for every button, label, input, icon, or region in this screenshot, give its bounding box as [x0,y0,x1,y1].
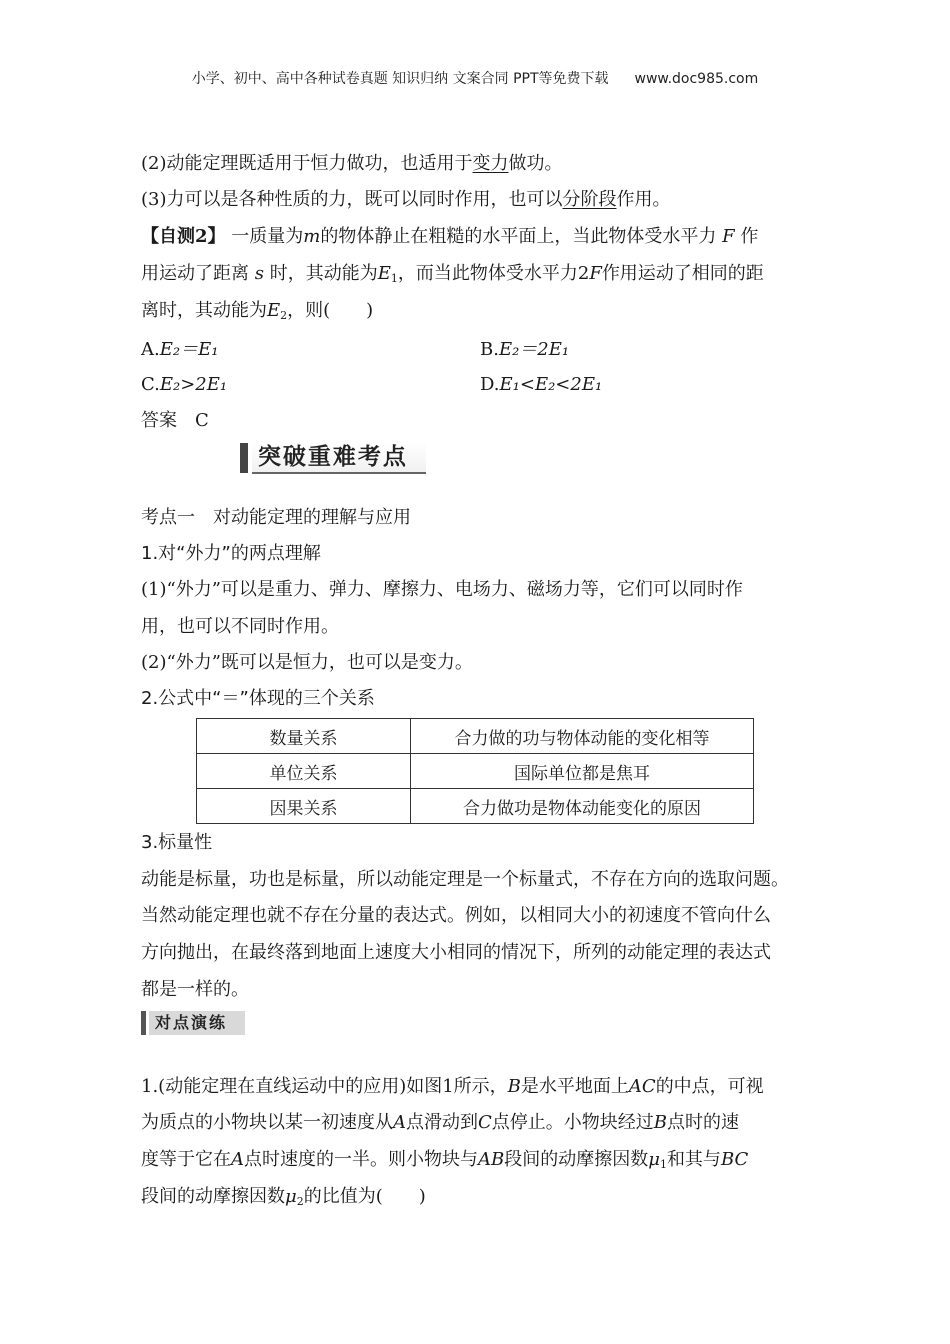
question-2-line-2: 用运动了距离 s 时，其动能为$E_1$，而当此物体受水平力2F作用运动了相同的距 [141,263,764,285]
keypoint-para-2: (2)“外力”既可以是恒力，也可以是变力。 [141,652,473,673]
options-row-1 [141,338,821,362]
option-b: B.E₂＝2E₁ [480,339,570,360]
table-row: 数量关系 合力做的功与物体动能的变化相等 [197,719,754,754]
keypoint-heading-2: 2.公式中“＝”体现的三个关系 [141,688,375,709]
keypoint-heading-1: 1.对“外力”的两点理解 [141,543,321,564]
options-row-2 [141,373,821,397]
keypoint-para-3b: 当然动能定理也就不存在分量的表达式。例如，以相同大小的初速度不管向什么 [141,905,771,926]
paragraph-3: (3)力可以是各种性质的力，既可以同时作用，也可以分阶段作用。 [141,189,671,210]
section-banner [240,440,426,476]
exercise-1-line-3: 度等于它在A点时速度的一半。则小物块与AB段间的动摩擦因数$\mu_1$和其与BC [141,1149,749,1171]
keypoint-para-3d: 都是一样的。 [141,979,249,1000]
header-site: www.doc985.com [634,71,759,87]
page-header [0,68,950,88]
practice-banner [141,1010,245,1036]
keypoint-para-3a: 动能是标量，功也是标量，所以动能定理是一个标量式，不存在方向的选取问题。 [141,869,789,890]
keypoint-heading-3: 3.标量性 [141,832,213,853]
paragraph-2: (2)动能定理既适用于恒力做功，也适用于变力做功。 [141,153,563,174]
exercise-1-line-2: 为质点的小物块以某一初速度从A点滑动到C点停止。小物块经过B点时的速 [141,1112,740,1133]
question-2-line-1: 【自测2】 一质量为m的物体静止在粗糙的水平面上，当此物体受水平力 F 作 [141,226,759,247]
question-tag: 【自测2】 [141,226,226,247]
question-2-line-3: 离时，其动能为$E_2$，则( ) [141,300,374,322]
keypoint-title: 考点一 对动能定理的理解与应用 [141,507,411,528]
keypoint-para-1b: 用，也可以不同时作用。 [141,616,339,637]
option-a: A.E₂＝E₁ [141,339,219,360]
keypoint-para-3c: 方向抛出，在最终落到地面上速度大小相同的情况下，所列的动能定理的表达式 [141,942,771,963]
practice-title: 对点演练 [149,1011,245,1035]
table-row: 因果关系 合力做功是物体动能变化的原因 [197,789,754,824]
option-c: C.E₂>2E₁ [141,374,228,395]
section-title: 突破重难考点 [252,442,426,474]
answer: 答案 C [141,410,209,431]
table-row: 单位关系 国际单位都是焦耳 [197,754,754,789]
exercise-1-line-4: 段间的动摩擦因数$\mu_2$的比值为( ) [141,1186,426,1208]
option-d: D.E₁<E₂<2E₁ [480,374,603,395]
header-text: 小学、初中、高中各种试卷真题 知识归纳 文案合同 PPT等免费下载 [191,71,609,87]
exercise-1-line-1: 1.(动能定理在直线运动中的应用)如图1所示，B是水平地面上AC的中点，可视 [141,1076,764,1097]
relation-table [196,718,754,824]
keypoint-para-1a: (1)“外力”可以是重力、弹力、摩擦力、电场力、磁场力等，它们可以同时作 [141,579,743,600]
